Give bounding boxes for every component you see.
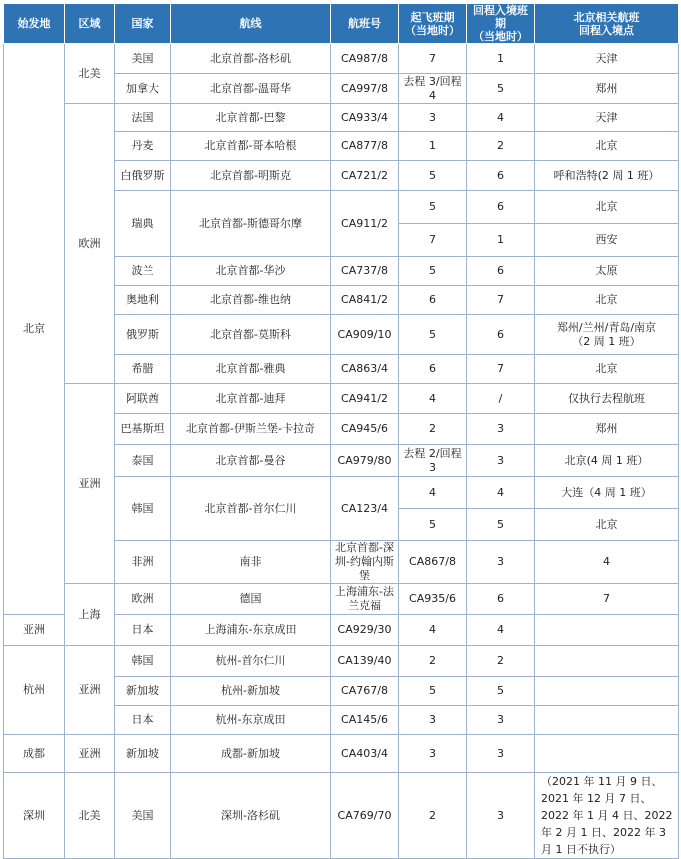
- country-cell: 波兰: [115, 257, 171, 286]
- country-cell: 法国: [115, 104, 171, 132]
- flight-cell: CA403/4: [331, 735, 399, 773]
- header-departure-days: [399, 4, 467, 44]
- entry-cell: [535, 315, 679, 355]
- flight-cell: CA911/2: [331, 191, 399, 257]
- header-return-days-line2: （当地时）: [473, 30, 528, 43]
- route-cell: 深圳-洛杉矶: [171, 773, 331, 859]
- entry-note-cell: （2021 年 11 月 9 日、2021 年 12 月 7 日、2022 年 1 月 4 日、2022 年 2 月 1 日、2022 年 3 月 1 日不执行）: [535, 773, 679, 859]
- flight-cell: CA877/8: [331, 132, 399, 161]
- route-cell: 北京首都-温哥华: [171, 74, 331, 104]
- header-departure-days-line1: 起飞班期: [410, 10, 455, 24]
- route-cell: 北京首都-首尔仁川: [171, 477, 331, 541]
- origin-cell-chengdu: 成都: [4, 735, 65, 773]
- return-cell: 7: [467, 286, 535, 315]
- header-return-days-line1: 回程入境班期: [473, 4, 528, 30]
- departure-cell: 5: [399, 191, 467, 224]
- table-row: [4, 773, 679, 859]
- departure-cell: 5: [399, 315, 467, 355]
- route-cell: 北京首都-雅典: [171, 355, 331, 384]
- return-cell: 6: [467, 191, 535, 224]
- country-cell: 白俄罗斯: [115, 161, 171, 191]
- country-cell: 韩国: [115, 477, 171, 541]
- route-cell: 北京首都-莫斯科: [171, 315, 331, 355]
- return-cell: 6: [467, 315, 535, 355]
- table-row: [4, 104, 679, 132]
- country-cell: 德国: [171, 584, 331, 615]
- entry-cell: 天津: [535, 104, 679, 132]
- entry-cell: 北京: [535, 286, 679, 315]
- table-row: [4, 584, 679, 615]
- header-row: [4, 4, 679, 44]
- header-departure-days-line2: （当地时）: [405, 23, 460, 37]
- return-cell: 2: [467, 132, 535, 161]
- departure-cell: 3: [399, 104, 467, 132]
- region-cell: 亚洲: [65, 735, 115, 773]
- flight-cell: CA139/40: [331, 646, 399, 677]
- flight-cell: CA997/8: [331, 74, 399, 104]
- country-cell: 丹麦: [115, 132, 171, 161]
- departure-cell: 4: [399, 477, 467, 509]
- return-cell: 2: [467, 646, 535, 677]
- return-cell: 1: [467, 224, 535, 257]
- country-cell: 泰国: [115, 445, 171, 477]
- country-cell: 日本: [115, 615, 171, 646]
- return-cell: 3: [467, 445, 535, 477]
- header-route: 航线: [171, 4, 331, 44]
- origin-cell-shanghai: 上海: [65, 584, 115, 646]
- country-cell: 日本: [115, 706, 171, 735]
- header-country: 国家: [115, 4, 171, 44]
- route-cell: 北京首都-维也纳: [171, 286, 331, 315]
- entry-cell: [535, 677, 679, 706]
- region-cell: 亚洲: [65, 646, 115, 735]
- flight-cell: CA945/6: [331, 414, 399, 445]
- region-cell: 北美: [65, 44, 115, 104]
- country-cell: 南非: [171, 541, 331, 584]
- entry-cell: 北京: [535, 509, 679, 541]
- route-cell: 上海浦东-东京成田: [171, 615, 331, 646]
- header-origin: 始发地: [4, 4, 65, 44]
- header-beijing-entry: [535, 4, 679, 44]
- return-cell: 6: [467, 161, 535, 191]
- country-cell: 奥地利: [115, 286, 171, 315]
- return-cell: 4: [467, 615, 535, 646]
- return-cell: 5: [467, 74, 535, 104]
- departure-cell: 5: [399, 677, 467, 706]
- flight-cell: CA863/4: [331, 355, 399, 384]
- entry-cell: 太原: [535, 257, 679, 286]
- country-cell: 俄罗斯: [115, 315, 171, 355]
- route-cell: 北京首都-斯德哥尔摩: [171, 191, 331, 257]
- route-cell: 上海浦东-法兰克福: [331, 584, 399, 615]
- route-cell: 北京首都-深圳-约翰内斯堡: [331, 541, 399, 584]
- country-cell: 新加坡: [115, 677, 171, 706]
- departure-cell: 2: [399, 414, 467, 445]
- flight-cell: CA933/4: [331, 104, 399, 132]
- region-cell: 亚洲: [4, 615, 65, 646]
- table-row: [4, 44, 679, 74]
- departure-cell: 3: [399, 735, 467, 773]
- departure-cell: 去程 2/回程 3: [399, 445, 467, 477]
- route-cell: 北京首都-伊斯兰堡-卡拉奇: [171, 414, 331, 445]
- entry-cell-line2: （2 周 1 班）: [572, 334, 641, 348]
- route-cell: 杭州-首尔仁川: [171, 646, 331, 677]
- entry-cell: 仅执行去程航班: [535, 384, 679, 414]
- departure-cell: 6: [399, 355, 467, 384]
- return-cell: 6: [467, 257, 535, 286]
- departure-cell: 4: [399, 615, 467, 646]
- flight-cell: CA987/8: [331, 44, 399, 74]
- return-cell: 4: [467, 104, 535, 132]
- entry-cell: 北京: [535, 191, 679, 224]
- return-cell: 3: [467, 735, 535, 773]
- return-cell: 5: [467, 509, 535, 541]
- region-cell: 亚洲: [65, 384, 115, 584]
- table-row: [4, 735, 679, 773]
- departure-cell: 1: [399, 132, 467, 161]
- flight-cell: CA721/2: [331, 161, 399, 191]
- route-cell: 北京首都-巴黎: [171, 104, 331, 132]
- country-cell: 希腊: [115, 355, 171, 384]
- flight-cell: CA767/8: [331, 677, 399, 706]
- flight-cell: CA145/6: [331, 706, 399, 735]
- entry-cell-line1: 郑州/兰州/青岛/南京: [556, 320, 657, 334]
- route-cell: 北京首都-迪拜: [171, 384, 331, 414]
- departure-cell: 3: [467, 541, 535, 584]
- flight-cell: CA979/80: [331, 445, 399, 477]
- route-cell: 成都-新加坡: [171, 735, 331, 773]
- header-beijing-entry-line1: 北京相关航班: [573, 10, 640, 24]
- country-cell: 美国: [115, 773, 171, 859]
- entry-cell: [535, 646, 679, 677]
- entry-cell: 北京(4 周 1 班）: [535, 445, 679, 477]
- flight-cell: CA737/8: [331, 257, 399, 286]
- return-cell: /: [467, 384, 535, 414]
- country-cell: 加拿大: [115, 74, 171, 104]
- return-cell: 7: [535, 584, 679, 615]
- departure-cell: 4: [399, 384, 467, 414]
- return-cell: 5: [467, 677, 535, 706]
- country-cell: 巴基斯坦: [115, 414, 171, 445]
- route-cell: 杭州-东京成田: [171, 706, 331, 735]
- return-cell: 3: [467, 773, 535, 859]
- departure-cell: 3: [399, 706, 467, 735]
- flight-cell: CA929/30: [331, 615, 399, 646]
- table-row: [4, 384, 679, 414]
- flight-cell: CA841/2: [331, 286, 399, 315]
- return-cell: 3: [467, 706, 535, 735]
- entry-cell: [535, 615, 679, 646]
- flight-cell: CA935/6: [399, 584, 467, 615]
- departure-cell: 7: [399, 224, 467, 257]
- route-cell: 北京首都-洛杉矶: [171, 44, 331, 74]
- flight-cell: CA941/2: [331, 384, 399, 414]
- header-return-days: [467, 4, 535, 44]
- route-cell: 北京首都-哥本哈根: [171, 132, 331, 161]
- header-beijing-entry-line2: 回程入境点: [579, 23, 634, 37]
- flight-cell: CA769/70: [331, 773, 399, 859]
- route-cell: 杭州-新加坡: [171, 677, 331, 706]
- region-cell: 非洲: [115, 541, 171, 584]
- departure-cell: 5: [399, 509, 467, 541]
- header-flight-no: 航班号: [331, 4, 399, 44]
- departure-cell: 5: [399, 257, 467, 286]
- return-cell: 1: [467, 44, 535, 74]
- entry-cell: [535, 706, 679, 735]
- country-cell: 韩国: [115, 646, 171, 677]
- entry-cell: 大连（4 周 1 班）: [535, 477, 679, 509]
- origin-cell-beijing: 北京: [4, 44, 65, 615]
- departure-cell: 去程 3/回程 4: [399, 74, 467, 104]
- departure-cell: 6: [399, 286, 467, 315]
- return-cell: 4: [535, 541, 679, 584]
- header-region: 区域: [65, 4, 115, 44]
- route-cell: 北京首都-明斯克: [171, 161, 331, 191]
- flight-cell: CA909/10: [331, 315, 399, 355]
- entry-cell: [535, 735, 679, 773]
- flight-cell: CA123/4: [331, 477, 399, 541]
- entry-cell: 西安: [535, 224, 679, 257]
- flight-cell: CA867/8: [399, 541, 467, 584]
- entry-cell: 呼和浩特(2 周 1 班）: [535, 161, 679, 191]
- route-cell: 北京首都-华沙: [171, 257, 331, 286]
- return-cell: 7: [467, 355, 535, 384]
- route-cell: 北京首都-曼谷: [171, 445, 331, 477]
- flight-schedule-table: [3, 3, 679, 859]
- departure-cell: 6: [467, 584, 535, 615]
- country-cell: 阿联酋: [115, 384, 171, 414]
- country-cell: 美国: [115, 44, 171, 74]
- country-cell: 瑞典: [115, 191, 171, 257]
- country-cell: 新加坡: [115, 735, 171, 773]
- departure-cell: 2: [399, 646, 467, 677]
- return-cell: 4: [467, 477, 535, 509]
- entry-cell: 郑州: [535, 414, 679, 445]
- entry-cell: 北京: [535, 132, 679, 161]
- departure-cell: 7: [399, 44, 467, 74]
- origin-cell-shenzhen: 深圳: [4, 773, 65, 859]
- entry-cell: 郑州: [535, 74, 679, 104]
- table-row: [4, 646, 679, 677]
- departure-cell: 2: [399, 773, 467, 859]
- return-cell: 3: [467, 414, 535, 445]
- origin-cell-hangzhou: 杭州: [4, 646, 65, 735]
- region-cell: 欧洲: [115, 584, 171, 615]
- region-cell: 欧洲: [65, 104, 115, 384]
- entry-cell: 北京: [535, 355, 679, 384]
- entry-cell: 天津: [535, 44, 679, 74]
- departure-cell: 5: [399, 161, 467, 191]
- region-cell: 北美: [65, 773, 115, 859]
